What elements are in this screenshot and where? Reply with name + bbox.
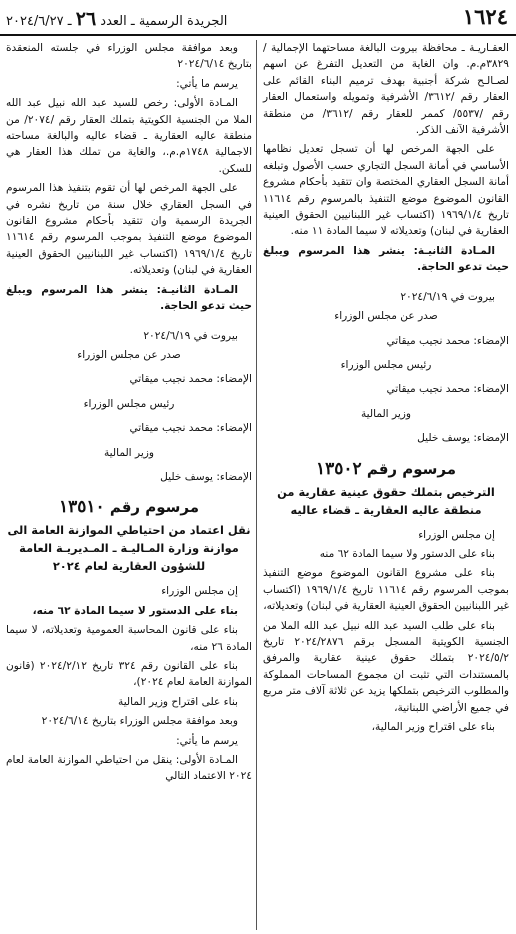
article-two: المـادة الثانيـة: ينشر هذا المرسوم ويبلغ حيث تدعو الحاجة.: [263, 244, 509, 274]
article-one: المـادة الأولى: رخص للسيد عبد الله نبيل عبد الله الملا من الجنسية الكويتية بتملك العقار رقم /٢٠٧٤/ من منطقة عاليه العقارية ـ قضاء عاليه والبالغة مساحته الاجمالية ١٧٤٨م.م.، والغاية من تملك هذا العقار هي للسكن.: [6, 97, 253, 175]
left-column: [6, 40, 252, 788]
decree-label: مرسوم رقم: [366, 459, 457, 478]
issue-date: ـ ٢٠٢٤/٦/٢٧: [6, 14, 72, 29]
issue-number: ٢٦: [75, 8, 97, 30]
signature-line: وزير المالية: [360, 407, 412, 420]
paragraph: بناء على قانون المحاسبة العمومية وتعديلاته، لا سيما المادة ٢٦ منه،: [6, 624, 252, 653]
decree-title: [6, 497, 252, 517]
paragraph: بناء على اقتراح وزير المالية: [118, 695, 238, 708]
paragraph: يرسم ما يأتي:: [176, 77, 238, 90]
signature-block: [6, 347, 252, 485]
article-two: المـادة الثانيـة: ينشر هذا المرسوم ويبلغ حيث تدعو الحاجة.: [6, 283, 252, 313]
paragraph: بناء على الدستور ولا سيما المادة ٦٢ منه: [319, 547, 495, 560]
paragraph: وبعد موافقة مجلس الوزراء بتاريخ ٢٠٢٤/٦/١٤: [41, 715, 238, 728]
issue-prefix: الجريدة الرسمية ـ العدد: [100, 14, 228, 29]
paragraph: بناء على طلب السيد عبد الله نبيل عبد الله الملا من الجنسية الكويتية المسجل برقم ٢٠٢٤/٢٨٧٦ تاريخ ٢٠٢٤/٥/٢ بتملك حقوق عينية عقارية والمرفق بالمستندات التي تثبت ان مجموع المساحات المملوكة والمطلوب الترخيص بتملكها يزيد عن ثلاثة آلاف متر مربع في جميع الأراضي اللبنانية،: [263, 619, 509, 714]
page-number: ١٦٢٤: [462, 4, 508, 29]
signature-line: صدر عن مجلس الوزراء: [334, 310, 438, 323]
signature-line: وزير المالية: [103, 446, 155, 459]
signature-line: الإمضاء: محمد نجيب ميقاتي: [129, 373, 252, 386]
page-header: [0, 0, 516, 36]
article-one: المـادة الأولى: ينقل من احتياطي الموازنة العامة لعام ٢٠٢٤ الاعتماد التالي: [6, 754, 252, 783]
right-column: [263, 40, 509, 738]
signature-line: الإمضاء: محمد نجيب ميقاتي: [386, 334, 509, 347]
paragraph: العقـاريـة ـ محافظة بيروت البالغة مساحتهما الإجمالية /٣٨٢٩م.م. وان الغاية من التعديل التفرغ عن اسهم لصـالـح شركة أجنبية بهدف ترميم البناء القائم على العقار رقم /٣٦١٢/ الأشرفية وتمويله واستعمال العقار رقم /٥٥٣٧/ كممر للعقار رقم /٣٦١٢/ من منطقة الأشرفية الآنف الذكر.: [263, 42, 509, 137]
signature-block: [263, 308, 509, 446]
decree-number: ١٣٥٠٢: [315, 458, 362, 479]
paragraph: بناء على مشروع القانون الموضوع موضع التنفيذ بموجب المرسوم رقم ١١٦١٤ تاريخ ١٩٦٩/١/٤ (اكتساب غير اللبنانيين الحقوق العينية العقارية في لبنان) وتعديلاته،: [263, 567, 509, 613]
paragraph: إن مجلس الوزراء: [418, 528, 495, 541]
paragraph: بناء على اقتراح وزير المالية،: [371, 721, 495, 733]
paragraph: بناء على القانون رقم ٣٢٤ تاريخ ٢٠٢٤/٢/١٢ (قانون الموازنة العامة لعام ٢٠٢٤)،: [6, 659, 252, 689]
signature-line: صدر عن مجلس الوزراء: [77, 348, 181, 361]
decree-subject: نقل اعتماد من احتياطي الموازنة العامة الى موازنة وزارة المـاليـة ـ المـديريـة العامة للشؤون العقارية لعام ٢٠٢٤: [7, 523, 251, 574]
paragraph: يرسم ما يأتي:: [176, 734, 238, 747]
column-divider: [256, 40, 257, 930]
signature-line: رئيس مجلس الوزراء: [340, 358, 432, 371]
paragraph: بناء على الدستور لا سيما المادة ٦٢ منه،: [32, 604, 238, 617]
signature-line: الإمضاء: محمد نجيب ميقاتي: [129, 422, 252, 435]
decree-label: مرسوم رقم: [109, 498, 200, 517]
paragraph: على الجهة المرخص لها أن تسجل تعديل نظامها الأساسي في أمانة السجل التجاري حسب الأصول وتبلغه أمانة السجل العقاري المختصة وان تتقيد بأحكام مشروع القانون الموضوع موضع التنفيذ بالمرسوم رقم ١١٦١٤ تاريخ ١٩٦٩/١/٤ (اكتساب غير اللبنانيين الحقوق العينية العقارية في لبنان) وتعديلاته لا سيما المادة ١١ منه.: [263, 143, 509, 238]
signature-line: الإمضاء: يوسف خليل: [417, 432, 509, 445]
signature-line: الإمضاء: محمد نجيب ميقاتي: [386, 383, 509, 396]
decree-subject: الترخيص بتملك حقوق عينية عقارية من منطقة عاليه العقارية ـ قضاء عاليه: [277, 484, 495, 517]
date-line: بيروت في ٢٠٢٤/٦/١٩: [143, 329, 238, 342]
date-line: بيروت في ٢٠٢٤/٦/١٩: [400, 290, 495, 303]
paragraph: إن مجلس الوزراء: [161, 585, 238, 598]
decree-title: [263, 459, 509, 479]
paragraph: وبعد موافقة مجلس الوزراء في جلسته المنعقدة بتاريخ ٢٠٢٤/٦/١٤: [6, 42, 252, 71]
issue-line: [6, 8, 227, 30]
signature-line: رئيس مجلس الوزراء: [83, 397, 175, 410]
decree-number: ١٣٥١٠: [58, 497, 105, 518]
paragraph: على الجهة المرخص لها أن تقوم بتنفيذ هذا المرسوم في السجل العقاري خلال سنة من تاريخ نشره في الجريدة الرسمية وان تتقيد بأحكام مشروع القانون الموضوع موضع التنفيذ بموجب المرسوم رقم ١١٦١٤ تاريخ ١٩٦٩/١/٤ (اكتساب غير اللبنانيين الحقوق العينية العقارية في لبنان) وتعديلاته.: [6, 182, 252, 277]
signature-line: الإمضاء: يوسف خليل: [160, 470, 252, 483]
